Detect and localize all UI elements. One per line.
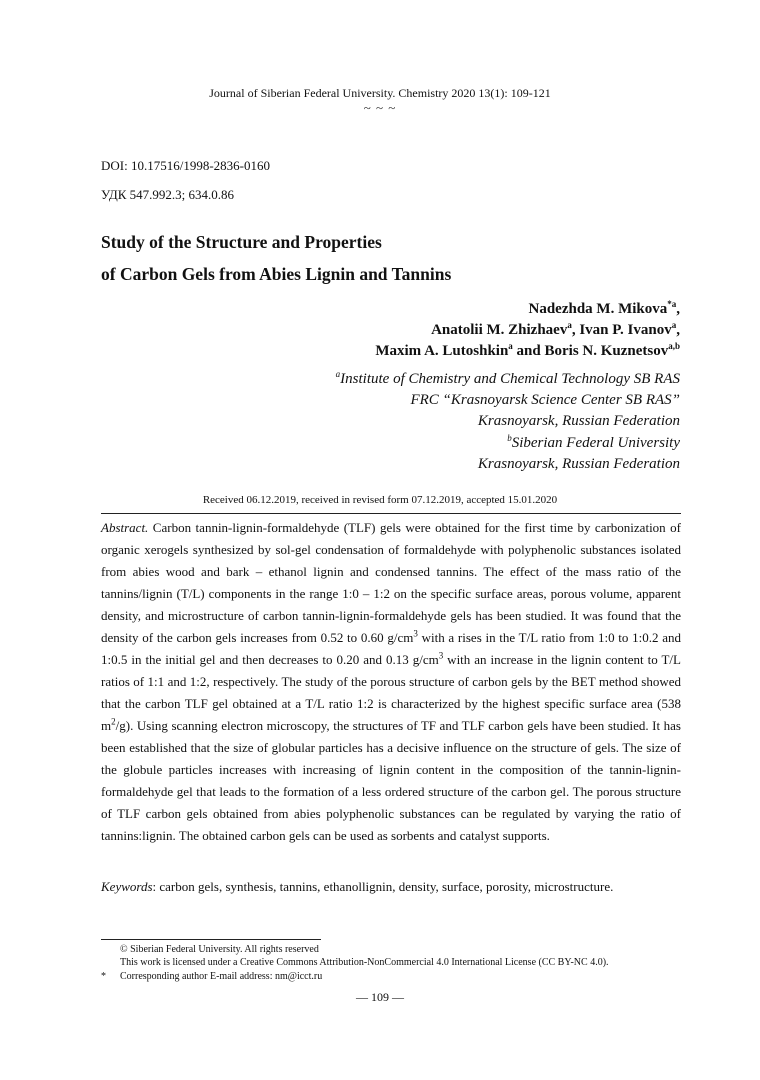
affil-a-name: Institute of Chemistry and Chemical Technology SB RAS (340, 371, 680, 387)
author-ivanov: Ivan P. Ivanov (579, 322, 672, 338)
abstract-text-3: with an increase in the lignin content to T/L ratios of 1:1 and 1:2, respectively. The study of the porous structure of carbon gels by the BET method showed that the carbon TLF gel obtained at a T/L ratio 1:2 is characterized by the highest specific surface area (538 m (101, 652, 681, 733)
page-number: — 109 — (356, 990, 404, 1004)
abstract-divider (101, 513, 681, 514)
footnote-divider (101, 939, 321, 940)
abstract-text-2: with a rises in the T/L ratio from 1:0 to 1:0.2 and 1:0.5 in the initial gel and then decreases to 0.20 and 0.13 g/cm (101, 630, 681, 667)
author-line-1 (375, 299, 680, 320)
affil-b-line-2: Krasnoyarsk, Russian Federation (477, 455, 680, 472)
affil-a-line-2: FRC “Krasnoyarsk Science Center SB RAS” (410, 392, 680, 409)
authors-block (375, 299, 680, 362)
affil-b-line-1 (336, 433, 680, 454)
header-ornament: ~ ~ ~ (363, 100, 397, 115)
author-sep: , (676, 322, 680, 338)
abstract (101, 517, 681, 847)
abstract-text-4: /g). Using scanning electron microscopy, the structures of TF and TLF carbon gels have been studied. It has been established that the size of globular particles has a decisive influence on the structure of gels. The size of the globule particles increases with increasing of lignin content in the composition of the tannin-lignin-formaldehyde gel that leads to the formation of a less ordered structure of the carbon gel. The porous structure of TLF carbon gels obtained from abies polyphenolic substances can be regulated by varying the ratio of tannins:lignin. The obtained carbon gels can be used as sorbents and catalyst supports. (101, 718, 681, 843)
author-line-3 (375, 341, 680, 362)
footnote-star: * (101, 971, 106, 982)
received-dates: Received 06.12.2019, received in revised form 07.12.2019, accepted 15.01.2020 (202, 494, 558, 506)
author-zhizhaev-sup: a (567, 320, 572, 330)
footnote-copyright: © Siberian Federal University. All rights reserved (120, 944, 319, 955)
affil-a-line-1 (336, 369, 680, 390)
abstract-text-1: Carbon tannin-lignin-formaldehyde (TLF) gels were obtained for the first time by carbonization of organic xerogels synthesized by sol-gel condensation of formaldehyde with polyphenolic substances isolated from abies wood and bark – ethanol lignin and condensed tannins. The effect of the mass ratio of the tannins/lignin (T/L) components in the range 1:0 – 1:2 on the specific surface areas, porous volume, apparent density, and microstructure of carbon tannin-lignin-formaldehyde gels has been studied. It was found that the density of the carbon gels increases from 0.52 to 0.60 g/cm (101, 520, 681, 645)
title-line-2: of Carbon Gels from Abies Lignin and Tannins (101, 264, 452, 284)
article-title (101, 226, 451, 290)
author-and: and (512, 343, 545, 359)
keywords-label: Keywords (101, 879, 153, 894)
abstract-sup-1: 3 (413, 628, 418, 639)
author-line-2 (375, 320, 680, 341)
title-line-1: Study of the Structure and Properties (101, 232, 382, 252)
author-kuznetsov-sup: a,b (668, 341, 680, 351)
abstract-label: Abstract. (101, 520, 149, 535)
affil-b-sup: b (507, 432, 512, 443)
author-mikova-sup: *a (667, 299, 677, 309)
author-lutoshkin-sup: a (508, 341, 513, 351)
footnote-corresponding: Corresponding author E-mail address: nm@icct.ru (120, 971, 323, 982)
affil-b-name: Siberian Federal University (511, 434, 680, 451)
journal-header: Journal of Siberian Federal University. Chemistry 2020 13(1): 109-121 (209, 86, 551, 100)
author-lutoshkin: Maxim A. Lutoshkin (375, 343, 509, 359)
author-kuznetsov: Boris N. Kuznetsov (544, 343, 669, 359)
footnote-license: This work is licensed under a Creative Commons Attribution-NonCommercial 4.0 International License (CC BY-NC 4.0). (120, 957, 609, 968)
keywords-text: : carbon gels, synthesis, tannins, ethanollignin, density, surface, porosity, microstructure. (152, 879, 614, 894)
doi: DOI: 10.17516/1998-2836-0160 (101, 158, 270, 173)
author-sep: , (676, 301, 680, 317)
abstract-sup-3: 2 (111, 716, 116, 727)
affil-a-line-3: Krasnoyarsk, Russian Federation (477, 413, 680, 430)
author-ivanov-sup: a (671, 320, 677, 330)
abstract-sup-2: 3 (438, 650, 444, 661)
affil-a-sup: a (335, 369, 341, 379)
author-zhizhaev: Anatolii M. Zhizhaev (431, 322, 568, 338)
affiliations (336, 369, 680, 475)
author-mikova: Nadezhda M. Mikova (528, 301, 668, 317)
udk-code: УДК 547.992.3; 634.0.86 (101, 187, 235, 202)
keywords (101, 877, 681, 897)
author-sep: , (571, 322, 576, 338)
